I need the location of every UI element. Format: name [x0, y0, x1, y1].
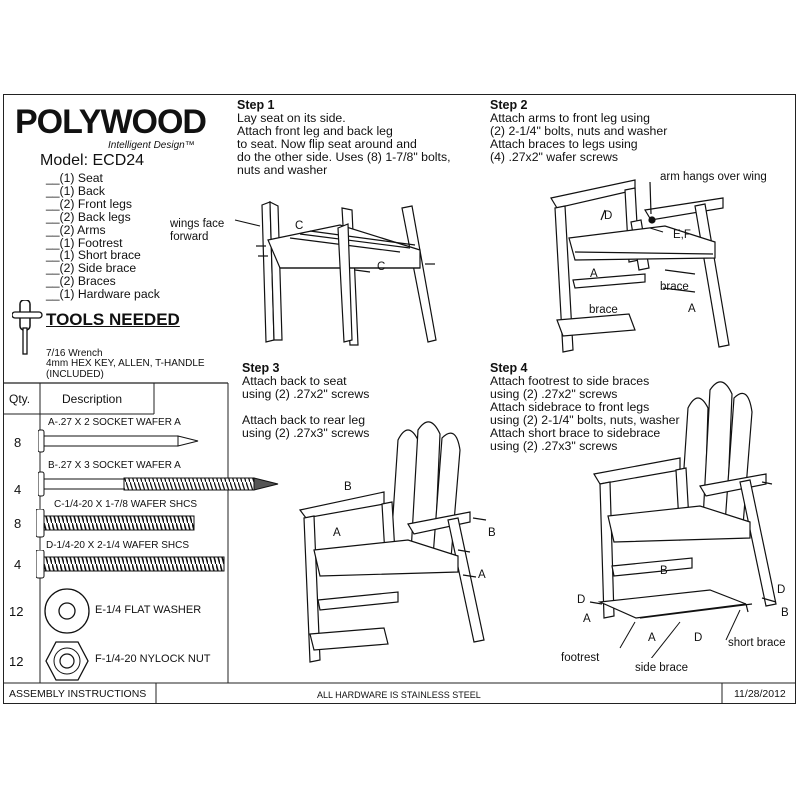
label-a-2b: A [688, 303, 696, 315]
footer-assembly: ASSEMBLY INSTRUCTIONS [9, 688, 147, 700]
bolt-d-icon [36, 550, 236, 580]
step-line: using (2) .27x3" screws [242, 425, 370, 440]
tools-list [46, 349, 205, 380]
qty-e: 12 [9, 604, 24, 619]
step-2-title: Step 2 [490, 98, 528, 112]
wafer-screw-a-icon [38, 428, 208, 454]
desc-b: B-.27 X 3 SOCKET WAFER A [48, 460, 181, 471]
step-1-diagram [230, 190, 460, 360]
step-3-title: Step 3 [242, 361, 280, 375]
list-item: __(1) Seat [46, 171, 103, 185]
parts-list [46, 172, 160, 301]
step-2-diagram [545, 170, 785, 355]
list-item: __(2) Back legs [46, 209, 131, 224]
qty-c: 8 [14, 516, 22, 531]
label-c-1: C [295, 220, 304, 232]
arm-hangs-callout: arm hangs over wing [660, 171, 767, 183]
step-line: Attach short brace to sidebrace [490, 425, 661, 440]
desc-a: A-.27 X 2 SOCKET WAFER A [48, 417, 181, 428]
qty-d: 4 [14, 557, 22, 572]
step-line: (2) 2-1/4" bolts, nuts and washer [490, 123, 668, 138]
step-1-title: Step 1 [237, 98, 275, 112]
col-qty-header: Qty. [9, 392, 31, 406]
bolt-c-icon [36, 509, 206, 539]
list-item: __(2) Arms [46, 222, 106, 237]
step-line: Attach footrest to side braces [490, 374, 650, 388]
label-d-2: D [604, 210, 613, 222]
step-line: (4) .27x2" wafer screws [490, 149, 619, 164]
qty-b: 4 [14, 482, 22, 497]
label-b-3a: B [344, 481, 352, 493]
model-number: Model: ECD24 [40, 152, 145, 169]
step-line: Attach back to rear leg [242, 412, 366, 427]
step-line: Attach back to seat [242, 374, 347, 388]
step-line: Attach front leg and back leg [237, 123, 393, 138]
tool-line: 4mm HEX KEY, ALLEN, T-HANDLE [46, 358, 205, 370]
step-1-text [237, 112, 451, 177]
qty-a: 8 [14, 435, 22, 450]
list-item: __(2) Braces [46, 274, 116, 289]
qty-f: 12 [9, 654, 24, 669]
desc-f: F-1/4-20 NYLOCK NUT [95, 653, 211, 665]
step-line: Attach braces to legs using [490, 136, 638, 151]
desc-d: D-1/4-20 X 2-1/4 WAFER SHCS [46, 540, 190, 551]
step-line: using (2) .27x2" screws [490, 386, 618, 401]
label-brace-1: brace [660, 281, 689, 293]
list-item: __(1) Short brace [46, 248, 141, 263]
label-a-3a: A [333, 527, 341, 539]
list-item: __(2) Front legs [46, 196, 133, 211]
step-line: Attach arms to front leg using [490, 111, 650, 125]
tool-line: (INCLUDED) [46, 368, 104, 380]
list-item: __(1) Back [46, 183, 105, 198]
step-line: do the other side. Uses (8) 1-7/8" bolts, [237, 149, 451, 164]
list-item: __(1) Hardware pack [46, 287, 160, 302]
step-4-title: Step 4 [490, 361, 528, 375]
label-a-4b: A [648, 632, 656, 644]
wafer-screw-b-icon [38, 470, 288, 500]
step-line: to seat. Now flip seat around and [237, 136, 417, 151]
label-d-4c: D [694, 632, 703, 644]
label-b-4a: B [660, 565, 668, 577]
callout-line: forward [170, 231, 209, 243]
list-item: __(2) Side brace [46, 261, 137, 276]
step-line: using (2) .27x3" screws [490, 438, 618, 453]
label-footrest: footrest [561, 652, 600, 664]
tools-title: TOOLS NEEDED [46, 310, 180, 329]
step-line: Attach sidebrace to front legs [490, 399, 650, 414]
step-3-diagram [298, 420, 518, 670]
callout-line: wings face [170, 218, 225, 230]
label-a-3b: A [478, 569, 486, 581]
label-d-4a: D [777, 584, 786, 596]
label-a-2a: A [590, 268, 598, 280]
step-spacer [242, 401, 369, 414]
step-2-text [490, 112, 667, 164]
label-c-2: C [377, 261, 386, 273]
col-desc-header: Description [62, 392, 123, 406]
label-b-3b: B [488, 527, 496, 539]
label-a-4a: A [583, 613, 591, 625]
tool-line: 7/16 Wrench [46, 348, 103, 359]
step-line: using (2) .27x2" screws [242, 386, 370, 401]
wings-callout [170, 218, 224, 244]
list-item: __(1) Footrest [46, 235, 123, 250]
label-ef: E,F [673, 229, 691, 241]
step-line: nuts and washer [237, 162, 328, 177]
desc-e: E-1/4 FLAT WASHER [95, 604, 202, 616]
brand-logo: POLYWOOD [15, 103, 206, 141]
step-4-diagram [580, 378, 790, 658]
label-brace-2: brace [589, 304, 618, 316]
step-line: Lay seat on its side. [237, 111, 346, 125]
washer-icon [42, 586, 92, 636]
desc-c: C-1/4-20 X 1-7/8 WAFER SHCS [54, 499, 198, 510]
label-side-brace: side brace [635, 662, 689, 674]
footer-hardware-note: ALL HARDWARE IS STAINLESS STEEL [317, 690, 481, 700]
nylock-nut-icon [45, 640, 89, 682]
step-line: using (2) 2-1/4" bolts, nuts, washer [490, 412, 680, 427]
label-d-4b: D [577, 594, 586, 606]
footer-date: 11/28/2012 [734, 688, 786, 700]
label-b-4b: B [781, 607, 789, 619]
tagline: Intelligent Design™ [108, 140, 195, 151]
label-short-brace: short brace [728, 637, 786, 649]
